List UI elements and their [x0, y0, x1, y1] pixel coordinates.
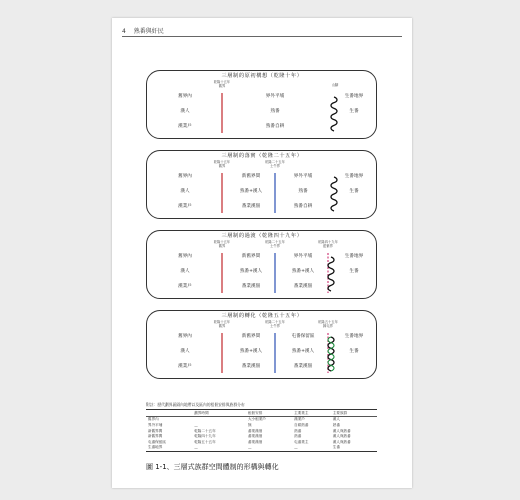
panel-title: 三層制的過渡（乾隆四十九年） — [221, 233, 303, 239]
right-zone-label: 生番地界 — [344, 254, 364, 259]
table-cell: 番業漢佃 — [247, 434, 263, 439]
table-cell: 乾隆四十九年 — [194, 434, 216, 439]
table-cell: 乾隆二十五年 — [194, 428, 216, 433]
table-cell: 漢人與熟番 — [332, 428, 351, 433]
boundary-label-3: 乾隆四十九年 藍紫界 — [318, 240, 338, 248]
left-zone-label: 舊界內 — [178, 94, 192, 99]
note-table — [146, 409, 377, 452]
table-cell: — — [292, 445, 331, 451]
middle-zone-cell: 番業漢佃 — [241, 284, 261, 289]
table-cell: 界外平埔 — [148, 423, 163, 428]
zone-header-1: 新舊界間 — [241, 254, 261, 259]
table-cell: 漢人與熟番 — [332, 439, 351, 444]
left-zone-cell: 漢人 — [180, 109, 190, 114]
table-cell: 新舊界間 — [148, 428, 163, 433]
phase-panel-1 — [146, 70, 377, 139]
table-cell: 漢人與熟番 — [332, 434, 351, 439]
right-zone-cell: 生番 — [349, 269, 359, 274]
wavy-boundary-icon — [331, 177, 337, 211]
table-header-cell — [146, 410, 192, 417]
left-zone-label: 舊界內 — [178, 254, 192, 259]
table-cell: 漢業戶 — [294, 417, 305, 422]
zone-header-1: 新舊界間 — [241, 174, 261, 179]
header-rule — [122, 36, 402, 37]
phase-panel-3 — [146, 230, 377, 299]
right-zone-label: 生番地界 — [344, 334, 364, 339]
table-cell: 大小租業戶 — [247, 417, 266, 422]
wavy-boundary-icon — [328, 257, 334, 291]
middle-zone-cell: 熟番自耕 — [293, 204, 313, 209]
middle-zone-cell: 熟番+漢人 — [291, 349, 315, 354]
middle-zone-cell: 熟番+漢人 — [239, 269, 263, 274]
table-cell: 屯番業主 — [294, 439, 309, 444]
boundary-label-1: 乾隆十五年 舊界 — [213, 80, 231, 88]
panel-title: 三層制的轉化（乾隆五十五年） — [221, 313, 303, 319]
table-body — [146, 417, 377, 452]
running-header — [122, 26, 164, 35]
boundary-label-3: 乾隆五十五年 歸屯界 — [318, 320, 338, 328]
table-row — [146, 445, 377, 451]
middle-zone-cell: 熟番自耕 — [265, 124, 285, 129]
left-zone-cell: 漢業戶 — [178, 364, 192, 369]
table-cell: — — [192, 445, 246, 451]
boundary-label-2: 乾隆二十五年 土牛界 — [265, 160, 285, 168]
left-zone-cell: 漢人 — [180, 349, 190, 354]
right-zone-cell: 生番 — [349, 109, 359, 114]
boundary-label-1: 乾隆十五年 舊界 — [213, 240, 231, 248]
table-cell: 熟番 — [294, 434, 302, 439]
boundary-label-1: 乾隆十五年 舊界 — [213, 160, 231, 168]
phase-panel-4 — [146, 310, 377, 379]
table-cell: 新舊界間 — [148, 434, 163, 439]
right-zone-label: 生番地界 — [344, 174, 364, 179]
middle-zone-cell: 熟番+漢人 — [239, 189, 263, 194]
boundary-label-2: 乾隆二十五年 土牛界 — [265, 320, 285, 328]
table-cell: 漢人 — [332, 417, 340, 422]
boundary-label-1: 乾隆十五年 舊界 — [213, 320, 231, 328]
zone-header-2: 界外平埔 — [293, 174, 313, 179]
table-cell: — — [246, 445, 292, 451]
wavy-boundary-icon — [331, 97, 337, 131]
left-zone-cell: 漢業戶 — [178, 204, 192, 209]
middle-zone-cell: 番業漢佃 — [293, 364, 313, 369]
left-zone-cell: 漢人 — [180, 269, 190, 274]
table-cell: 屯番保留區 — [148, 439, 166, 444]
middle-zone-cell: 熟番+漢人 — [291, 269, 315, 274]
table-header-cell: 租佃安排 — [246, 410, 292, 417]
table-cell: 熟番 — [294, 428, 302, 433]
table-cell: 舊界內 — [148, 417, 159, 422]
left-zone-cell: 漢業戶 — [178, 284, 192, 289]
table-cell: 番業漢佃 — [247, 428, 263, 433]
right-zone-cell: 生番 — [349, 189, 359, 194]
right-zone-label: 生番地界 — [344, 94, 364, 99]
middle-zone-cell: 番業漢佃 — [241, 204, 261, 209]
left-zone-label: 舊界內 — [178, 334, 192, 339]
book-page — [112, 18, 412, 488]
zone-header-2: 屯番保留區 — [291, 334, 315, 339]
table-cell: 乾隆五十五年 — [194, 439, 216, 444]
zone-header-2: 界外平埔 — [293, 254, 313, 259]
table-cell: — — [194, 423, 198, 428]
table-header-cell: 主要業主 — [292, 410, 331, 417]
panel-title: 三層制的落實（乾隆二十五年） — [221, 153, 303, 159]
right-zone-cell: 生番 — [349, 349, 359, 354]
table-cell: 無 — [247, 423, 252, 428]
zone-header-1: 界外平埔 — [265, 94, 285, 99]
table-cell: 番業漢佃 — [247, 439, 263, 444]
page-number: 4 — [122, 28, 126, 35]
mountain-foot-label: 山腳 — [331, 83, 339, 87]
panel-title: 三層制的原初構想（乾隆十年） — [221, 73, 303, 79]
middle-zone-cell: 熟番 — [298, 189, 308, 194]
left-zone-cell: 漢業戶 — [178, 124, 192, 129]
middle-zone-cell: 熟番 — [270, 109, 280, 114]
book-title: 熟番與奸民 — [133, 28, 164, 35]
table-cell: 生番 — [331, 445, 377, 451]
table-cell: 熟番 — [332, 423, 340, 428]
figure-caption: 圖 1-1、三層式族群空間體制的形構與轉化 — [146, 463, 279, 471]
boundary-label-2: 乾隆二十五年 土牛界 — [265, 240, 285, 248]
table-cell: 自耕熟番 — [294, 423, 309, 428]
table-caption: 附註：歷代劃界區隔內地帶以及區內的租佃安排與族群分布 — [146, 402, 245, 407]
note-table-block — [146, 402, 377, 452]
zone-header-1: 新舊界間 — [241, 334, 261, 339]
left-zone-label: 舊界內 — [178, 174, 192, 179]
panel-lines — [147, 71, 378, 140]
left-zone-cell: 漢人 — [180, 189, 190, 194]
middle-zone-cell: 熟番+漢人 — [239, 349, 263, 354]
table-header-row — [146, 410, 377, 417]
middle-zone-cell: 番業漢佃 — [293, 284, 313, 289]
table-header-cell: 主要族群 — [331, 410, 377, 417]
table-header-cell: 劃界時間 — [192, 410, 246, 417]
middle-zone-cell: 番業漢佃 — [241, 364, 261, 369]
phase-panel-2 — [146, 150, 377, 219]
table-cell: 生番地界 — [146, 445, 192, 451]
